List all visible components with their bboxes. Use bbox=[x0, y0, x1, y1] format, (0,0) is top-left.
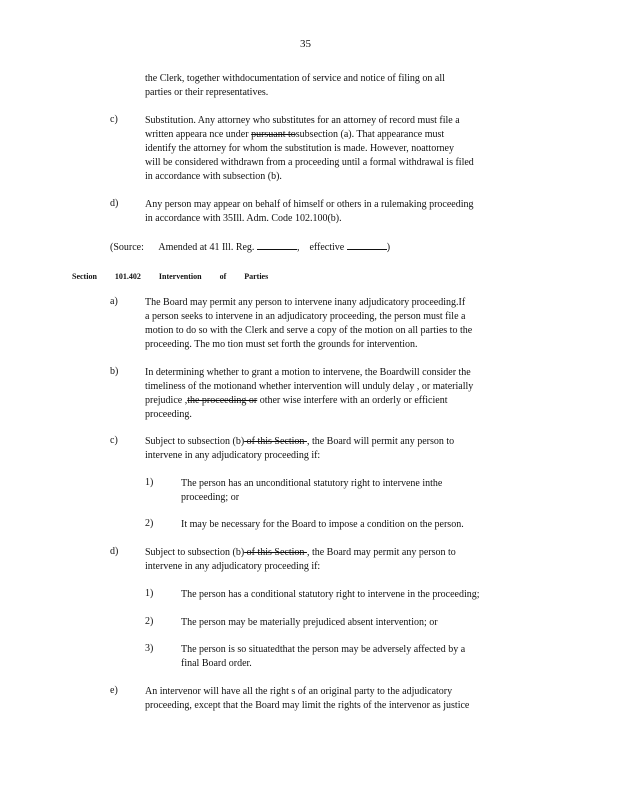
text-line: proceeding. The mo tion must set forth the grounds for intervention. bbox=[145, 339, 418, 350]
text-line: timeliness of the motionand whether intervention will unduly delay , or materially bbox=[145, 381, 474, 392]
text-line: a person seeks to intervene in an adjudicatory proceeding, the person must file a bbox=[145, 311, 466, 322]
item-number: 2) bbox=[145, 616, 154, 627]
text-line: The Board may permit any person to intervene inany adjudicatory proceeding.If bbox=[145, 297, 466, 308]
text-line: identify the attorney for whom the substitution is made. However, noattorney bbox=[145, 143, 454, 154]
struck-text: of this Section bbox=[244, 547, 307, 558]
subsection-label: d) bbox=[110, 546, 119, 557]
text-line: prejudice ,the proceeding or other wise interfere with an orderly or efficient bbox=[145, 395, 448, 406]
list-item: The person may be materially prejudiced absent intervention; or bbox=[181, 617, 438, 628]
subsection-label: e) bbox=[110, 685, 118, 696]
text-line: An intervenor will have all the right s of an original party to the adjudicatory bbox=[145, 686, 453, 697]
list-item: The person has a conditional statutory right to intervene in the proceeding; bbox=[181, 589, 480, 600]
text-line: Subject to subsection (b) of this Section , the Board will permit any person to bbox=[145, 436, 455, 447]
text-line: Any person may appear on behalf of himself or others in a rulemaking proceeding bbox=[145, 199, 474, 210]
subsection-label: d) bbox=[110, 198, 119, 209]
intervention-c-paragraph bbox=[145, 435, 540, 463]
item-number: 1) bbox=[145, 588, 154, 599]
text-line: written appeara nce under pursuant tosubsection (a). That appearance must bbox=[145, 129, 445, 140]
text-line: in accordance with subsection (b). bbox=[145, 171, 282, 182]
list-item: It may be necessary for the Board to impose a condition on the person. bbox=[181, 519, 464, 530]
subsection-label: b) bbox=[110, 366, 119, 377]
substitution-paragraph bbox=[145, 114, 540, 184]
source-note: (Source: Amended at 41 Ill. Reg. , effective ) bbox=[110, 242, 391, 253]
intervention-e-paragraph bbox=[145, 685, 540, 713]
item-number: 1) bbox=[145, 477, 154, 488]
rulemaking-paragraph bbox=[145, 198, 540, 226]
item-number: 3) bbox=[145, 643, 154, 654]
intervention-b-paragraph bbox=[145, 366, 540, 422]
text-line: in accordance with 35Ill. Adm. Code 102.100(b). bbox=[145, 213, 342, 224]
text-line: intervene in any adjudicatory proceeding if: bbox=[145, 450, 321, 461]
list-item: The person is so situatedthat the person may be adversely affected by a final Board order. bbox=[181, 644, 466, 669]
subsection-label: a) bbox=[110, 296, 118, 307]
subsection-label: c) bbox=[110, 435, 118, 446]
item-number: 2) bbox=[145, 518, 154, 529]
text-line: proceeding. bbox=[145, 409, 192, 420]
struck-text: the proceeding or bbox=[187, 395, 258, 406]
text-line: the Clerk, together withdocumentation of service and notice of filing on all bbox=[145, 73, 445, 84]
intro-paragraph bbox=[145, 72, 540, 100]
struck-text: pursuant to bbox=[251, 129, 296, 140]
intervention-d-paragraph bbox=[145, 546, 540, 574]
text-line: In determining whether to grant a motion to intervene, the Boardwill consider the bbox=[145, 367, 471, 378]
page-number: 35 bbox=[300, 38, 311, 50]
text-line: will be considered withdrawn from a proceeding until a formal withdrawal is filed bbox=[145, 157, 474, 168]
text-line: Subject to subsection (b) of this Section , the Board may permit any person to bbox=[145, 547, 456, 558]
section-heading: Section 101.402 Intervention of Parties bbox=[72, 272, 269, 281]
subsection-label: c) bbox=[110, 114, 118, 125]
text-line: proceeding, except that the Board may limit the rights of the intervenor as justice bbox=[145, 700, 470, 711]
blank-line bbox=[257, 240, 297, 250]
struck-text: of this Section bbox=[244, 436, 307, 447]
text-line: parties or their representatives. bbox=[145, 87, 269, 98]
blank-line bbox=[347, 240, 387, 250]
text-line: intervene in any adjudicatory proceeding if: bbox=[145, 561, 321, 572]
text-line: motion to do so with the Clerk and serve a copy of the motion on all parties to the bbox=[145, 325, 473, 336]
text-line: Substitution. Any attorney who substitutes for an attorney of record must file a bbox=[145, 115, 460, 126]
list-item: The person has an unconditional statutory right to intervene inthe proceeding; or bbox=[181, 478, 443, 503]
intervention-a-paragraph bbox=[145, 296, 540, 352]
